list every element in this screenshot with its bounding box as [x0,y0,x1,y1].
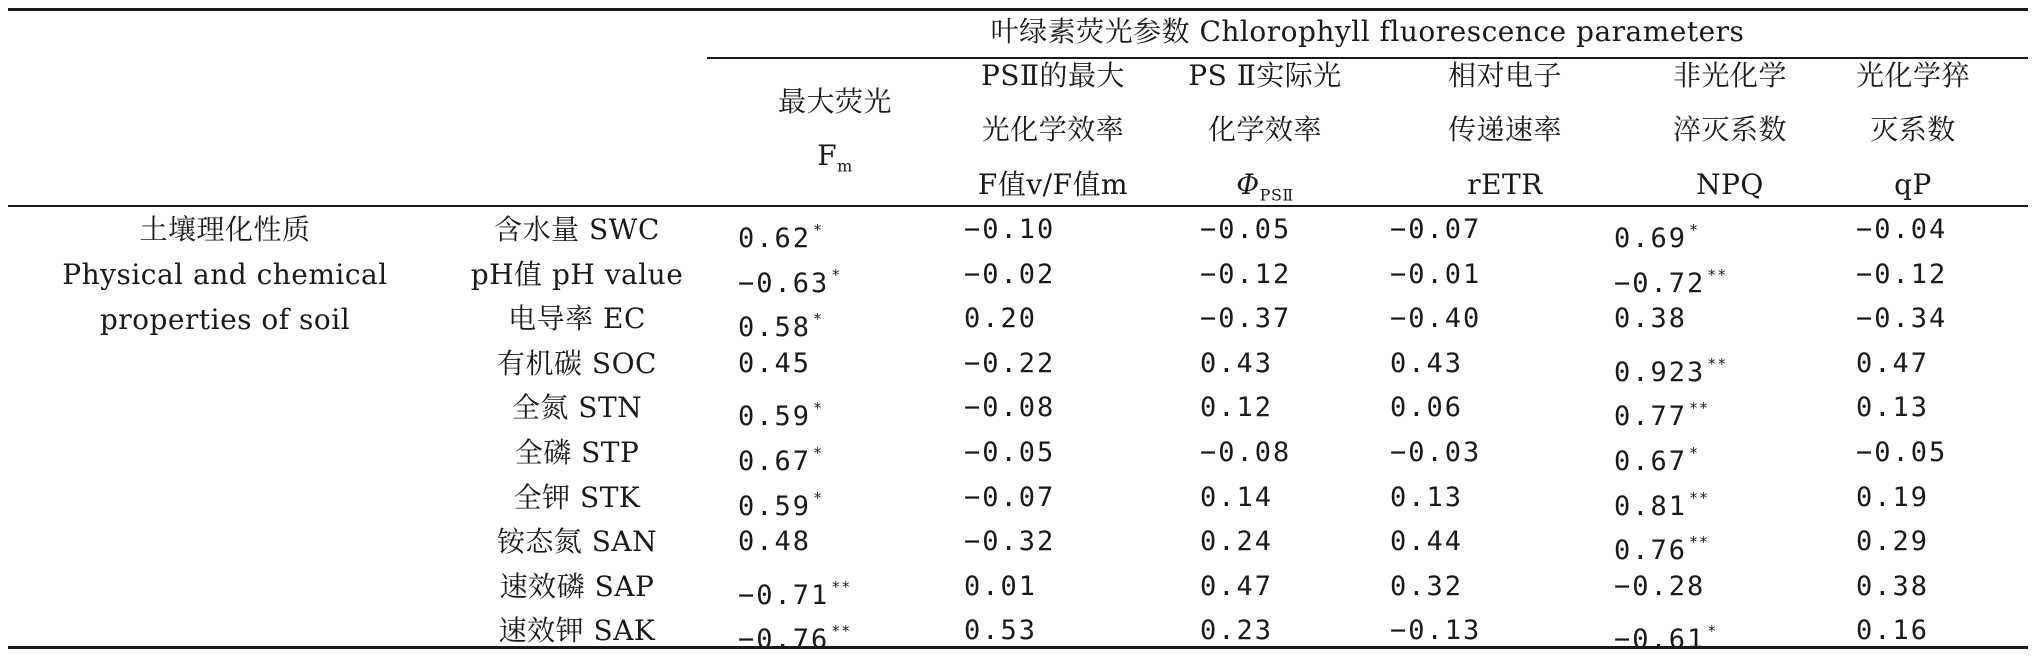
cell-value: 0.67 [738,446,812,477]
table-cell [738,301,823,346]
significance-mark: ** [1707,354,1728,373]
cell-value: 0.59 [738,401,812,433]
cell-value: 0.38 [1614,303,1688,335]
column-header-line: 传递速率 [1447,113,1562,146]
column-header-line: 非光化学 [1672,59,1787,92]
column-header-line: 灭系数 [1870,113,1956,146]
table-cell [1856,390,1929,426]
significance-mark: * [813,399,824,418]
cell-value: 0.38 [1856,570,1930,602]
table-cell [1614,435,1699,480]
table-cell [1200,257,1291,293]
table-cell [1614,524,1709,569]
column-header-line: 光化学猝 [1855,59,1970,92]
cell-value: −0.76 [738,624,830,656]
cell-value: 0.77 [1614,401,1688,433]
table-cell [964,301,1037,337]
cell-value: 0.58 [738,312,812,344]
significance-mark: ** [1689,533,1710,552]
significance-mark: * [813,488,824,507]
table-top-rule [8,8,2028,11]
table-cell [1390,301,1481,337]
table-cell [738,212,823,257]
cell-value: −0.37 [1200,303,1292,335]
table-cell [1200,301,1291,337]
significance-mark: * [1707,622,1718,641]
cell-value: −0.28 [1614,570,1706,602]
cell-value: −0.40 [1390,303,1482,335]
cell-value: 0.923 [1614,356,1706,388]
cell-value: −0.71 [738,579,830,611]
table-cell [964,390,1055,426]
cell-value: 0.81 [1614,490,1688,522]
column-header-line: F值v/F值m [977,168,1129,201]
group-header-title: 叶绿素荧光参数 Chlorophyll fluorescence parameters [990,15,1745,48]
table-cell [1200,346,1273,382]
cell-value: −0.12 [1856,258,1948,290]
table-cell [738,569,851,614]
row-group-label-line: 土壤理化性质 [139,213,311,246]
column-header-symbol: Φ [1236,168,1260,201]
significance-mark: ** [1707,265,1728,284]
table-cell [1614,569,1705,605]
cell-value: 0.19 [1856,481,1930,513]
cell-value: −0.05 [1200,214,1292,245]
table-cell [738,524,811,560]
table-cell [964,212,1055,248]
header-bottom-rule [8,205,2028,207]
table-cell [1390,212,1481,248]
table-cell [1614,301,1687,337]
cell-value: 0.67 [1614,446,1688,477]
cell-value: −0.22 [964,347,1056,379]
cell-value: 0.62 [738,223,812,254]
table-cell [964,435,1055,471]
table-cell [738,613,851,658]
row-label: 有机碳 SOC [497,346,657,380]
cell-value: −0.63 [738,267,830,299]
table-cell [1390,569,1463,605]
significance-mark: * [813,310,824,329]
table-cell [1200,435,1291,471]
cell-value: 0.13 [1856,392,1930,424]
significance-mark: * [813,221,824,239]
column-header-line: 淬灭系数 [1672,113,1787,146]
cell-value: −0.32 [964,526,1056,558]
table-cell [1856,257,1947,293]
significance-mark: ** [831,622,852,641]
table-cell [964,524,1055,560]
cell-value: 0.47 [1200,570,1274,602]
table-cell [738,435,823,480]
table-cell [1390,524,1463,560]
cell-value: −0.12 [1200,258,1292,290]
column-header-line: PS Ⅱ实际光 [1188,59,1342,92]
cell-value: 0.76 [1614,535,1688,567]
column-header-symbol: F [817,139,838,172]
cell-value: −0.72 [1614,267,1706,299]
table-cell [1856,524,1929,560]
table-cell [738,390,823,435]
column-header-line: PSⅡ的最大 [980,59,1126,92]
cell-value: 0.14 [1200,481,1274,513]
table-cell [1614,613,1717,658]
row-label: 全氮 STN [511,391,643,425]
table-cell [1614,346,1727,391]
table-cell [1856,346,1929,382]
cell-value: −0.05 [964,437,1056,468]
cell-value: 0.01 [964,570,1038,602]
table-cell [964,257,1055,293]
table-cell [1856,613,1929,649]
cell-value: 0.24 [1200,526,1274,558]
row-label: 含水量 SWC [494,213,660,246]
column-header-line [730,138,940,185]
table-cell [1390,257,1481,293]
cell-value: −0.05 [1856,437,1948,468]
significance-mark: * [813,444,824,462]
cell-value: −0.01 [1390,258,1482,290]
cell-value: 0.53 [964,615,1038,647]
significance-mark: * [831,265,842,284]
table-cell [738,480,823,525]
significance-mark: ** [1689,399,1710,418]
table-cell [738,257,841,302]
cell-value: 0.16 [1856,615,1930,647]
cell-value: 0.59 [738,490,812,522]
cell-value: 0.69 [1614,223,1688,254]
row-label: 铵态氮 SAN [496,525,658,559]
cell-value: 0.44 [1390,526,1464,558]
table-cell [738,346,811,382]
table-cell [1390,435,1481,471]
cell-value: 0.20 [964,303,1038,335]
column-header-line: 化学效率 [1207,113,1322,146]
table-cell [1614,390,1709,435]
cell-value: 0.48 [738,526,812,558]
table-cell [964,346,1055,382]
table-cell [1200,524,1273,560]
cell-value: 0.32 [1390,570,1464,602]
cell-value: −0.10 [964,214,1056,245]
table-cell [1614,257,1727,302]
table-cell [1856,435,1947,471]
cell-value: −0.07 [964,481,1056,513]
row-label: 全磷 STP [514,436,640,469]
table-cell [1200,480,1273,516]
cell-value: −0.07 [1390,214,1482,245]
table-cell [1856,301,1947,337]
cell-value: −0.03 [1390,437,1482,468]
column-header-line: 最大荧光 [777,85,892,118]
cell-value: −0.08 [964,392,1056,424]
table-cell [1856,480,1929,516]
table-cell [1390,390,1463,426]
significance-mark: * [1689,221,1700,239]
column-header-subscript: PSⅡ [1259,185,1294,205]
significance-mark: ** [831,577,852,596]
cell-value: 0.13 [1390,481,1464,513]
significance-mark: * [1689,444,1700,462]
table-cell [964,569,1037,605]
row-label: pH值 pH value [470,257,684,291]
cell-value: 0.43 [1390,347,1464,379]
cell-value: 0.23 [1200,615,1274,647]
cell-value: 0.43 [1200,347,1274,379]
row-group-label-line: Physical and chemical [62,258,388,291]
table-cell [1390,480,1463,516]
cell-value: −0.13 [1390,615,1482,647]
row-label: 全钾 STK [513,480,641,514]
column-header-line: 相对电子 [1447,59,1562,92]
column-header-line: 光化学效率 [981,113,1125,146]
cell-value: −0.34 [1856,303,1948,335]
cell-value: 0.12 [1200,392,1274,424]
table-cell [1390,613,1481,649]
cell-value: −0.08 [1200,437,1292,468]
table-cell [1200,569,1273,605]
row-label: 电导率 EC [508,302,646,336]
table-cell [964,613,1037,649]
cell-value: 0.45 [738,347,812,379]
table-cell [1200,613,1273,649]
table-cell [1614,212,1699,257]
cell-value: −0.02 [964,258,1056,290]
column-header-subscript: m [837,156,853,176]
table-cell [1200,212,1291,248]
cell-value: 0.06 [1390,392,1464,424]
table-cell [1856,212,1947,248]
table-cell [1614,480,1709,525]
column-header-line: rETR [1467,168,1543,201]
column-header-line: qP [1894,168,1932,201]
table-cell [1856,569,1929,605]
row-label: 速效钾 SAK [498,614,656,648]
table-cell [1390,346,1463,382]
column-header-line [1160,167,1370,214]
cell-value: 0.47 [1856,347,1930,379]
row-label: 速效磷 SAP [499,569,655,603]
table-cell [1200,390,1273,426]
cell-value: 0.29 [1856,526,1930,558]
cell-value: −0.04 [1856,214,1948,245]
significance-mark: ** [1689,488,1710,507]
column-header-line: NPQ [1696,168,1764,201]
row-group-label-line: properties of soil [99,303,351,336]
cell-value: −0.61 [1614,624,1706,656]
table-cell [964,480,1055,516]
